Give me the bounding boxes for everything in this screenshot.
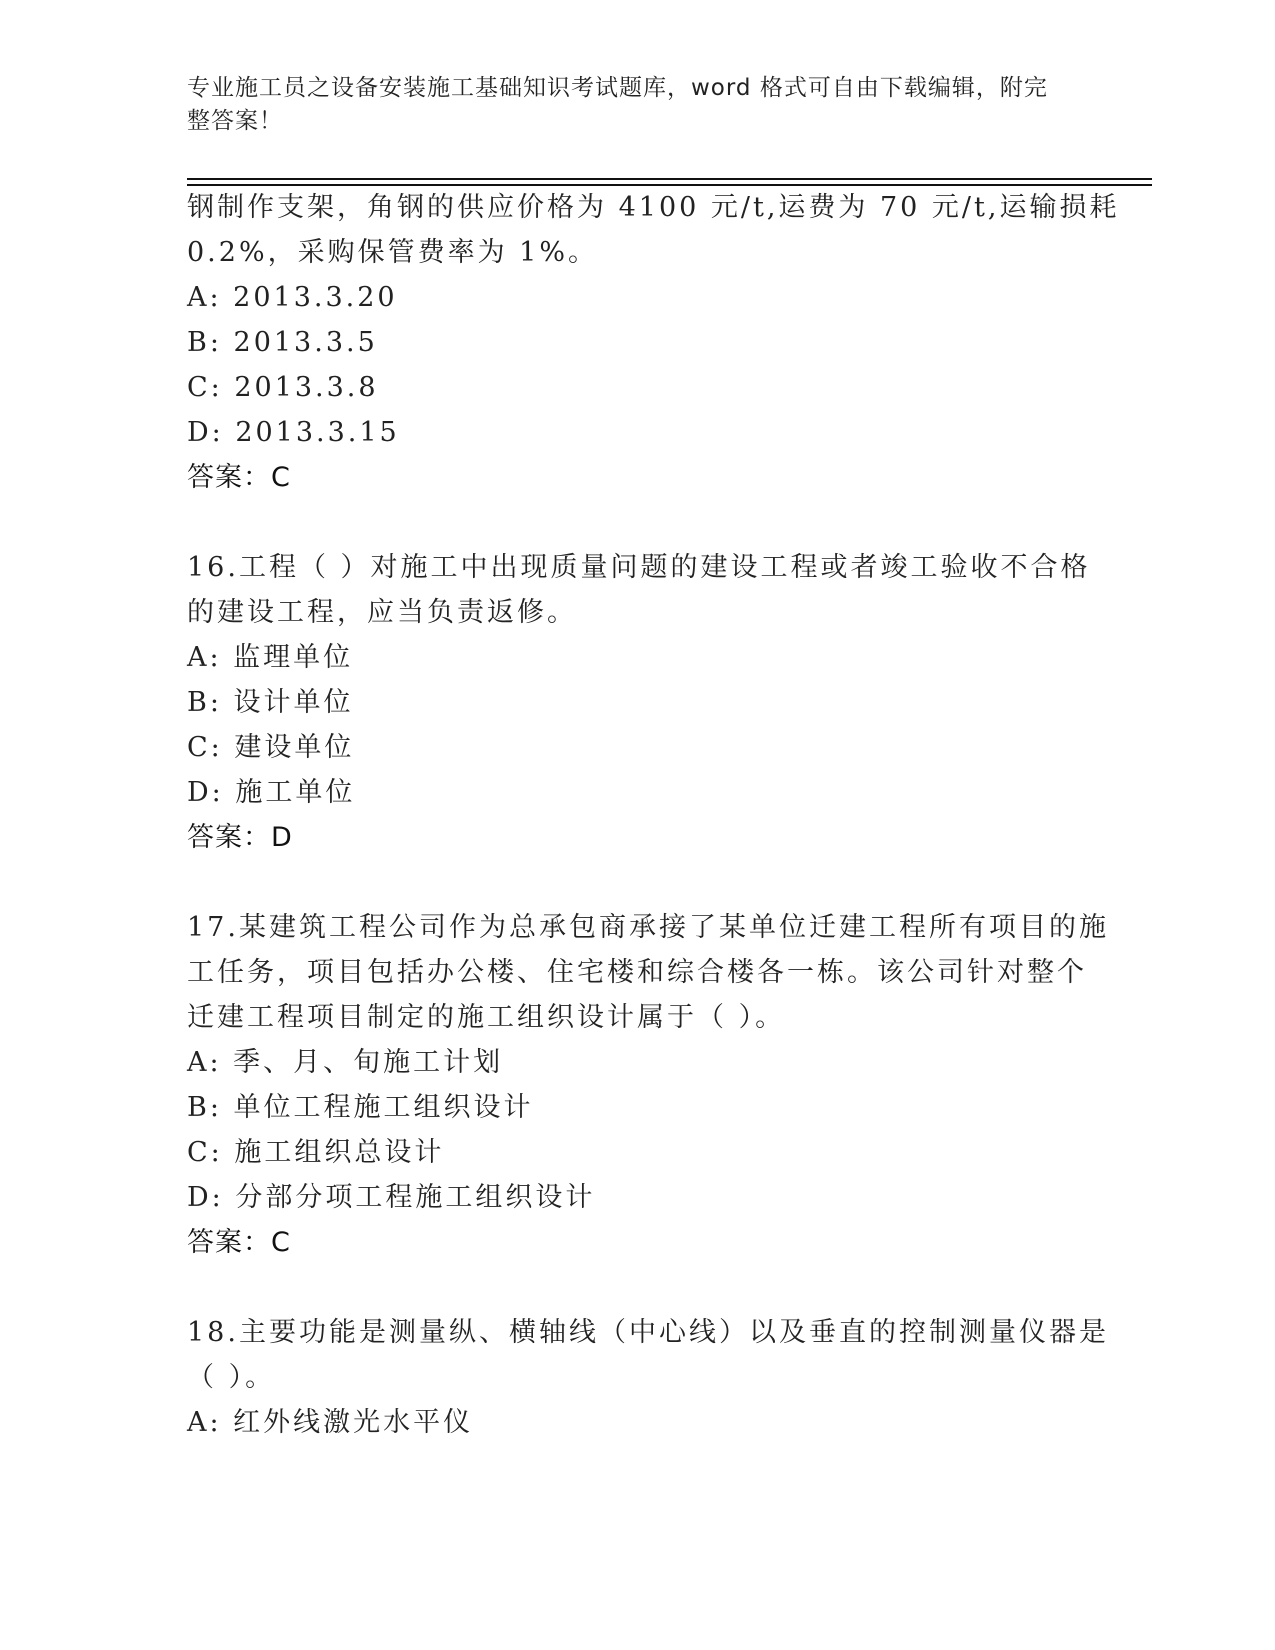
header-divider-top bbox=[187, 178, 1152, 180]
q18-option-a: A: 红外线激光水平仪 bbox=[187, 1407, 474, 1438]
q17-text-line-3: 迁建工程项目制定的施工组织设计属于（ ）。 bbox=[187, 1002, 786, 1033]
q15-text-line-2: 0.2%，采购保管费率为 1%。 bbox=[187, 237, 599, 268]
header-line-2: 整答案！ bbox=[187, 108, 283, 134]
q17-option-a: A: 季、月、旬施工计划 bbox=[187, 1047, 504, 1078]
q15-option-d: D: 2013.3.15 bbox=[187, 417, 400, 448]
q17-answer: 答案：C bbox=[187, 1227, 291, 1258]
q16-option-d: D: 施工单位 bbox=[187, 777, 356, 808]
q17-option-c: C: 施工组织总设计 bbox=[187, 1137, 445, 1168]
q15-answer: 答案：C bbox=[187, 462, 291, 493]
q17-text-line-1: 17.某建筑工程公司作为总承包商承接了某单位迁建工程所有项目的施 bbox=[187, 912, 1109, 943]
header-divider-bottom bbox=[187, 184, 1152, 186]
q16-option-b: B: 设计单位 bbox=[187, 687, 354, 718]
q17-option-b: B: 单位工程施工组织设计 bbox=[187, 1092, 534, 1123]
header-line-1: 专业施工员之设备安装施工基础知识考试题库，word 格式可自由下载编辑，附完 bbox=[187, 75, 1048, 101]
q15-option-b: B: 2013.3.5 bbox=[187, 327, 378, 358]
q15-option-c: C: 2013.3.8 bbox=[187, 372, 379, 403]
q15-text-line-1: 钢制作支架，角钢的供应价格为 4100 元/t,运费为 70 元/t,运输损耗 bbox=[187, 192, 1120, 223]
q18-text-line-1: 18.主要功能是测量纵、横轴线（中心线）以及垂直的控制测量仪器是 bbox=[187, 1317, 1109, 1348]
q16-text-line-1: 16.工程（ ）对施工中出现质量问题的建设工程或者竣工验收不合格 bbox=[187, 552, 1091, 583]
document-header bbox=[187, 72, 1087, 138]
q17-option-d: D: 分部分项工程施工组织设计 bbox=[187, 1182, 596, 1213]
q16-option-a: A: 监理单位 bbox=[187, 642, 354, 673]
q16-text-line-2: 的建设工程，应当负责返修。 bbox=[187, 597, 577, 628]
q17-text-line-2: 工任务，项目包括办公楼、住宅楼和综合楼各一栋。该公司针对整个 bbox=[187, 957, 1087, 988]
q15-option-a: A: 2013.3.20 bbox=[187, 282, 398, 313]
q18-text-line-2: （ ）。 bbox=[187, 1362, 276, 1393]
q16-answer: 答案：D bbox=[187, 822, 293, 853]
q16-option-c: C: 建设单位 bbox=[187, 732, 355, 763]
